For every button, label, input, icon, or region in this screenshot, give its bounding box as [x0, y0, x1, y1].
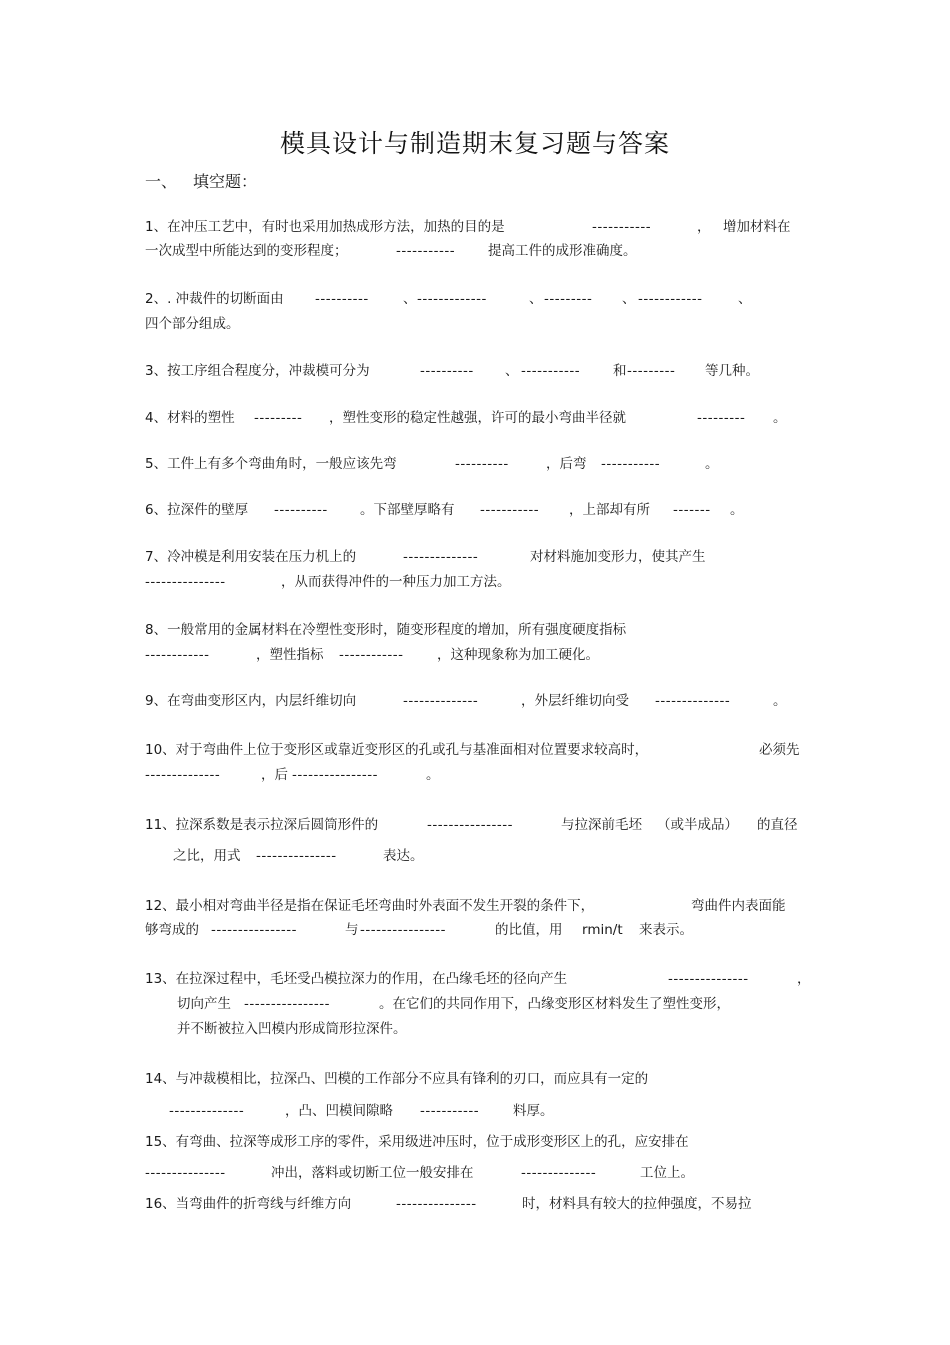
q14-blank-1: --------------	[169, 1103, 245, 1119]
q3-sep-2: 和	[613, 363, 627, 379]
section-heading	[145, 169, 257, 192]
q1-comma: ，	[697, 219, 711, 235]
q12-text: 12、最小相对弯曲半径是指在保证毛坯弯曲时外表面不发生开裂的条件下，	[145, 898, 595, 914]
q1-blank-2: -----------	[396, 243, 456, 259]
q3-text-2: 等几种。	[705, 363, 759, 379]
q11-blank-1: ----------------	[427, 817, 513, 833]
q10-blank-2: ----------------	[292, 767, 378, 783]
q8-text-3: ，这种现象称为加工硬化。	[437, 647, 599, 663]
q10-blank-1: --------------	[145, 767, 221, 783]
section-label: 填空题：	[193, 172, 258, 191]
q15-blank-2: --------------	[521, 1165, 597, 1181]
q8-blank-2: ------------	[339, 647, 404, 663]
q11-blank-2: ---------------	[256, 848, 337, 864]
q12-text-2: 弯曲件内表面能	[691, 898, 786, 914]
q4-blank-1: ---------	[254, 410, 303, 426]
q4-period: 。	[773, 410, 787, 426]
q3-blank-1: ----------	[420, 363, 474, 379]
q7-blank-1: --------------	[403, 549, 479, 565]
q6-text: 6、拉深件的壁厚	[145, 502, 249, 518]
q3-blank-2: -----------	[521, 363, 581, 379]
q6-blank-2: -----------	[480, 502, 540, 518]
q2-blank-3: ---------	[544, 291, 593, 307]
q7-blank-2: ---------------	[145, 574, 226, 590]
q5-blank-2: -----------	[601, 456, 661, 472]
q3-text: 3、按工序组合程度分，冲裁模可分为	[145, 363, 370, 379]
q2-sep-1: 、	[403, 291, 417, 307]
q7-text: 7、冷冲模是利用安装在压力机上的	[145, 549, 357, 565]
q2-blank-4: ------------	[638, 291, 703, 307]
section-number: 一、	[145, 172, 178, 191]
q13-text-2: 切向产生	[177, 996, 231, 1012]
q9-blank-2: --------------	[655, 693, 731, 709]
q2-sep-4: 、	[738, 291, 752, 307]
q9-period: 。	[773, 693, 787, 709]
q5-text-2: ，后弯	[546, 456, 587, 472]
page-title: 模具设计与制造期末复习题与答案	[279, 129, 670, 158]
q13-blank-1: ---------------	[668, 971, 749, 987]
q7-text-3: ，从而获得冲件的一种压力加工方法。	[281, 574, 511, 590]
q5-period: 。	[705, 456, 719, 472]
q6-period: 。	[730, 502, 744, 518]
q1-text-2: 增加材料在	[723, 219, 791, 235]
q5-text: 5、工件上有多个弯曲角时，一般应该先弯	[145, 456, 397, 472]
q15-text-2: 冲出，落料或切断工位一般安排在	[271, 1165, 474, 1181]
q11-text-2: 与拉深前毛坯	[561, 817, 642, 833]
q12-blank-1: ----------------	[211, 922, 297, 938]
q2-text-2: 四个部分组成。	[145, 316, 240, 332]
q7-text-2: 对材料施加变形力，使其产生	[530, 549, 706, 565]
q14-text-3: 料厚。	[513, 1103, 554, 1119]
q3-sep-1: 、	[505, 363, 519, 379]
q4-text: 4、材料的塑性	[145, 410, 235, 426]
q12-text-3: 够弯成的	[145, 922, 199, 938]
q6-blank-3: -------	[673, 502, 711, 518]
q6-blank-1: ----------	[274, 502, 328, 518]
q15-blank-1: ---------------	[145, 1165, 226, 1181]
q12-text-4: 与	[345, 922, 359, 938]
q15-text-3: 工位上。	[640, 1165, 694, 1181]
q2-sep-3: 、	[622, 291, 636, 307]
q9-text: 9、在弯曲变形区内，内层纤维切向	[145, 693, 357, 709]
q2-text: 2、. 冲裁件的切断面由	[145, 291, 284, 307]
q9-text-2: ，外层纤维切向受	[521, 693, 629, 709]
q8-text-2: ，塑性指标	[256, 647, 324, 663]
q11-text-5: 之比，用式	[173, 848, 241, 864]
q2-blank-1: ----------	[315, 291, 369, 307]
q12-blank-2: ----------------	[360, 922, 446, 938]
q10-text-3: ，后	[261, 767, 288, 783]
q4-text-2: ，塑性变形的稳定性越强，许可的最小弯曲半径就	[329, 410, 626, 426]
q2-blank-2: -------------	[417, 291, 487, 307]
q1-text-4: 提高工件的成形准确度。	[488, 243, 637, 259]
q10-text-2: 必须先	[759, 742, 800, 758]
q8-text: 8、一般常用的金属材料在冷塑性变形时，随变形程度的增加，所有强度硬度指标	[145, 622, 627, 638]
q11-text-3: （或半成品）	[657, 817, 738, 833]
q1-text: 1、在冲压工艺中，有时也采用加热成形方法，加热的目的是	[145, 219, 505, 235]
q14-text: 14、与冲裁模相比，拉深凸、凹模的工作部分不应具有锋利的刃口，而应具有一定的	[145, 1071, 649, 1087]
q2-sep-2: 、	[529, 291, 543, 307]
q13-text-4: 并不断被拉入凹模内形成筒形拉深件。	[177, 1021, 407, 1037]
q5-blank-1: ----------	[455, 456, 509, 472]
q6-text-3: ，上部却有所	[569, 502, 650, 518]
q11-text-4: 的直径	[757, 817, 798, 833]
q16-blank-1: ---------------	[396, 1196, 477, 1212]
q8-blank-1: ------------	[145, 647, 210, 663]
q11-text-6: 表达。	[383, 848, 424, 864]
q13-comma: ，	[797, 971, 811, 987]
q14-blank-2: -----------	[420, 1103, 480, 1119]
q12-text-5: 的比值，用	[495, 922, 563, 938]
q16-text: 16、当弯曲件的折弯线与纤维方向	[145, 1196, 352, 1212]
q1-blank-1: -----------	[592, 219, 652, 235]
q12-text-6: 来表示。	[639, 922, 693, 938]
q6-text-2: 。下部壁厚略有	[360, 502, 455, 518]
q15-text: 15、有弯曲、拉深等成形工序的零件，采用级进冲压时，位于成形变形区上的孔，应安排在	[145, 1134, 689, 1150]
q11-text: 11、拉深系数是表示拉深后圆筒形件的	[145, 817, 379, 833]
q3-blank-3: ---------	[627, 363, 676, 379]
q12-formula: rmin/t	[582, 922, 623, 938]
q10-text: 10、对于弯曲件上位于变形区或靠近变形区的孔或孔与基准面相对位置要求较高时，	[145, 742, 649, 758]
q13-text: 13、在拉深过程中，毛坯受凸模拉深力的作用，在凸缘毛坯的径向产生	[145, 971, 568, 987]
q13-blank-2: ----------------	[244, 996, 330, 1012]
q10-period: 。	[426, 767, 440, 783]
q14-text-2: ，凸、凹模间隙略	[285, 1103, 393, 1119]
q13-text-3: 。在它们的共同作用下，凸缘变形区材料发生了塑性变形，	[379, 996, 730, 1012]
q4-blank-2: ---------	[697, 410, 746, 426]
q9-blank-1: --------------	[403, 693, 479, 709]
q1-text-3: 一次成型中所能达到的变形程度；	[145, 243, 348, 259]
q16-text-2: 时，材料具有较大的拉伸强度，不易拉	[522, 1196, 752, 1212]
